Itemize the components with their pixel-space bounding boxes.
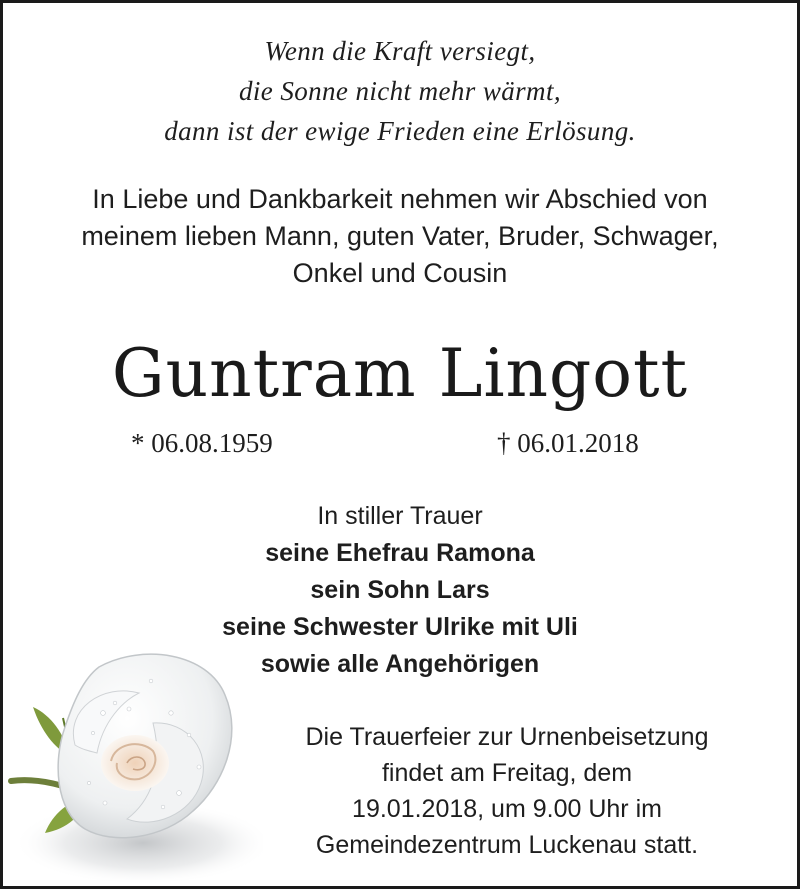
service-line: Gemeindezentrum Luckenau statt. bbox=[315, 831, 699, 859]
mourner-name: seine Ehefrau Ramona bbox=[265, 539, 535, 567]
mourner-name: seine Schwester Ulrike mit Uli bbox=[222, 613, 578, 641]
service-line: Die Trauerfeier zur Urnenbeisetzung bbox=[305, 723, 709, 751]
farewell-line: Onkel und Cousin bbox=[292, 258, 508, 288]
birth-date: * 06.08.1959 bbox=[131, 428, 273, 458]
motto-line: dann ist der ewige Frieden eine Erlösung. bbox=[164, 116, 636, 146]
motto-verse bbox=[3, 31, 797, 151]
white-rose-image bbox=[3, 643, 263, 886]
service-line: 19.01.2018, um 9.00 Uhr im bbox=[352, 795, 662, 823]
death-date: † 06.01.2018 bbox=[497, 428, 639, 458]
service-line: findet am Freitag, dem bbox=[381, 759, 633, 787]
motto-line: die Sonne nicht mehr wärmt, bbox=[238, 76, 561, 106]
funeral-service-info bbox=[277, 719, 737, 863]
mourner-name: sein Sohn Lars bbox=[310, 576, 490, 604]
farewell-line: meinem lieben Mann, guten Vater, Bruder, Schwager, bbox=[81, 221, 719, 251]
farewell-line: In Liebe und Dankbarkeit nehmen wir Abschied von bbox=[92, 184, 708, 214]
deceased-name: Guntram Lingott bbox=[111, 335, 689, 412]
mourner-name: sowie alle Angehörigen bbox=[260, 650, 540, 678]
motto-line: Wenn die Kraft versiegt, bbox=[264, 36, 536, 66]
farewell-text bbox=[3, 181, 797, 292]
mourners-intro: In stiller Trauer bbox=[317, 502, 483, 530]
